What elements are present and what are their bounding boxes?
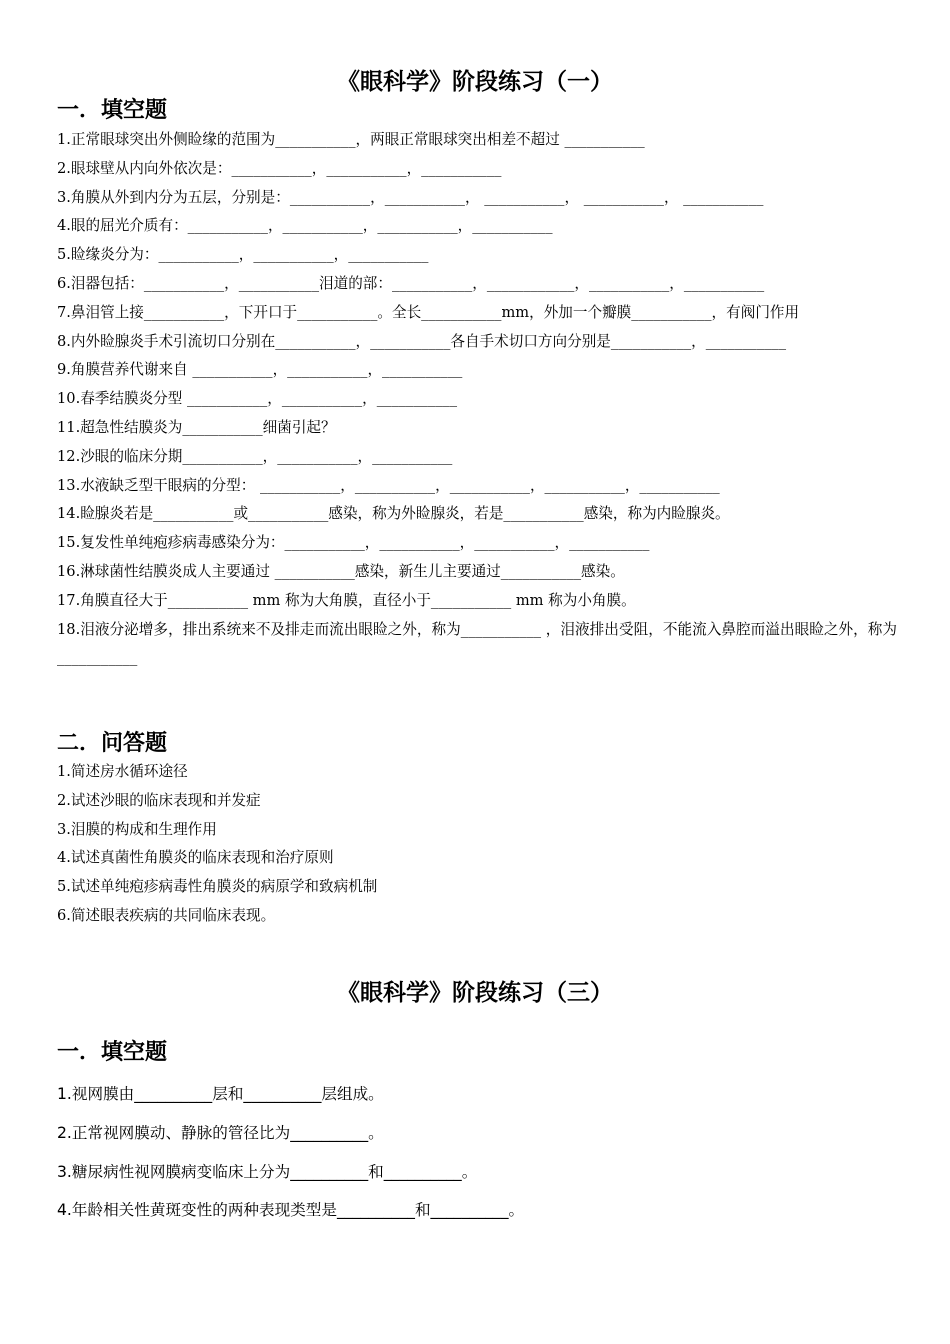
qa-item-1: 1.简述房水循环途径 [57, 763, 188, 780]
fill-item-3: 3.角膜从外到内分为五层，分别是：___________，___________， ___________， ___________， ___________ [57, 188, 764, 206]
fill-item-8: 8.内外睑腺炎手术引流切口分别在___________，___________各自手术切口方向分别是___________，___________ [57, 332, 787, 350]
fill-item-18: 18.泪液分泌增多，排出系统来不及排走而流出眼睑之外，称为___________ ，泪液排出受阻，不能流入鼻腔而溢出眼睑之外，称为___________ [57, 620, 897, 667]
fill-item-11: 11.超急性结膜炎为___________细菌引起？ [57, 418, 336, 436]
fill-item-6: 6.泪器包括：___________，___________泪道的部：___________，____________，___________，___________ [57, 274, 765, 292]
fill-item-4: 4.眼的屈光介质有：___________，___________，___________，___________ [57, 217, 553, 235]
fill-item-12: 12.沙眼的临床分期___________，___________，___________ [57, 447, 453, 465]
qa-item-2: 2.试述沙眼的临床表现和并发症 [57, 791, 261, 809]
fill-item-15: 15.复发性单纯疱疹病毒感染分为：___________，___________，___________，___________ [57, 534, 650, 552]
section3-title: 《眼科学》阶段练习（三） [337, 980, 613, 1006]
qa-item-5: 5.试述单纯疱疹病毒性角膜炎的病原学和致病机制 [57, 878, 378, 896]
section3-fill-heading: 一．填空题 [57, 1040, 168, 1065]
fill-item-2: 2.眼球壁从内向外依次是：___________，___________，___________ [57, 159, 502, 177]
section1-fill-list [57, 126, 897, 673]
fill-item-9: 9.角膜营养代谢来自 ___________，___________，___________ [57, 361, 463, 379]
qa-item-4: 4.试述真菌性角膜炎的临床表现和治疗原则 [57, 849, 334, 867]
fill-item-16: 16.淋球菌性结膜炎成人主要通过 ___________感染，新生儿主要通过___________感染。 [57, 562, 625, 580]
s3-fill-item-3: 3.糖尿病性视网膜病变临床上分为__________和__________。 [57, 1162, 478, 1181]
fill-item-13: 13.水液缺乏型干眼病的分型： ___________，___________，___________，___________，___________ [57, 476, 720, 494]
fill-item-1: 1.正常眼球突出外侧睑缘的范围为___________，两眼正常眼球突出相差不超过 ___________ [57, 131, 645, 148]
qa-item-3: 3.泪膜的构成和生理作用 [57, 820, 217, 838]
section1-qa-list [57, 758, 897, 931]
section1-fill-heading: 一．填空题 [57, 98, 168, 123]
s3-fill-item-2: 2.正常视网膜动、静脉的管径比为__________。 [57, 1123, 384, 1142]
fill-item-14: 14.睑腺炎若是___________或___________感染，称为外睑腺炎，若是___________感染，称为内睑腺炎。 [57, 505, 730, 523]
qa-item-6: 6.简述眼表疾病的共同临床表现。 [57, 906, 276, 924]
section1-qa-heading: 二．问答题 [57, 731, 168, 756]
section3-fill-list [57, 1075, 897, 1230]
fill-item-5: 5.睑缘炎分为：___________，___________，___________ [57, 246, 429, 264]
fill-item-7: 7.鼻泪管上接___________，下开口于___________。全长___________mm，外加一个瓣膜___________，有阀门作用 [57, 303, 800, 321]
fill-item-10: 10.春季结膜炎分型 ___________，___________，___________ [57, 390, 457, 408]
section1-title: 《眼科学》阶段练习（一） [337, 69, 613, 95]
s3-fill-item-4: 4.年龄相关性黄斑变性的两种表现类型是__________和__________。 [57, 1201, 525, 1220]
fill-item-17: 17.角膜直径大于___________ mm 称为大角膜，直径小于___________ mm 称为小角膜。 [57, 591, 636, 609]
s3-fill-item-1: 1.视网膜由__________层和__________层组成。 [57, 1085, 384, 1103]
